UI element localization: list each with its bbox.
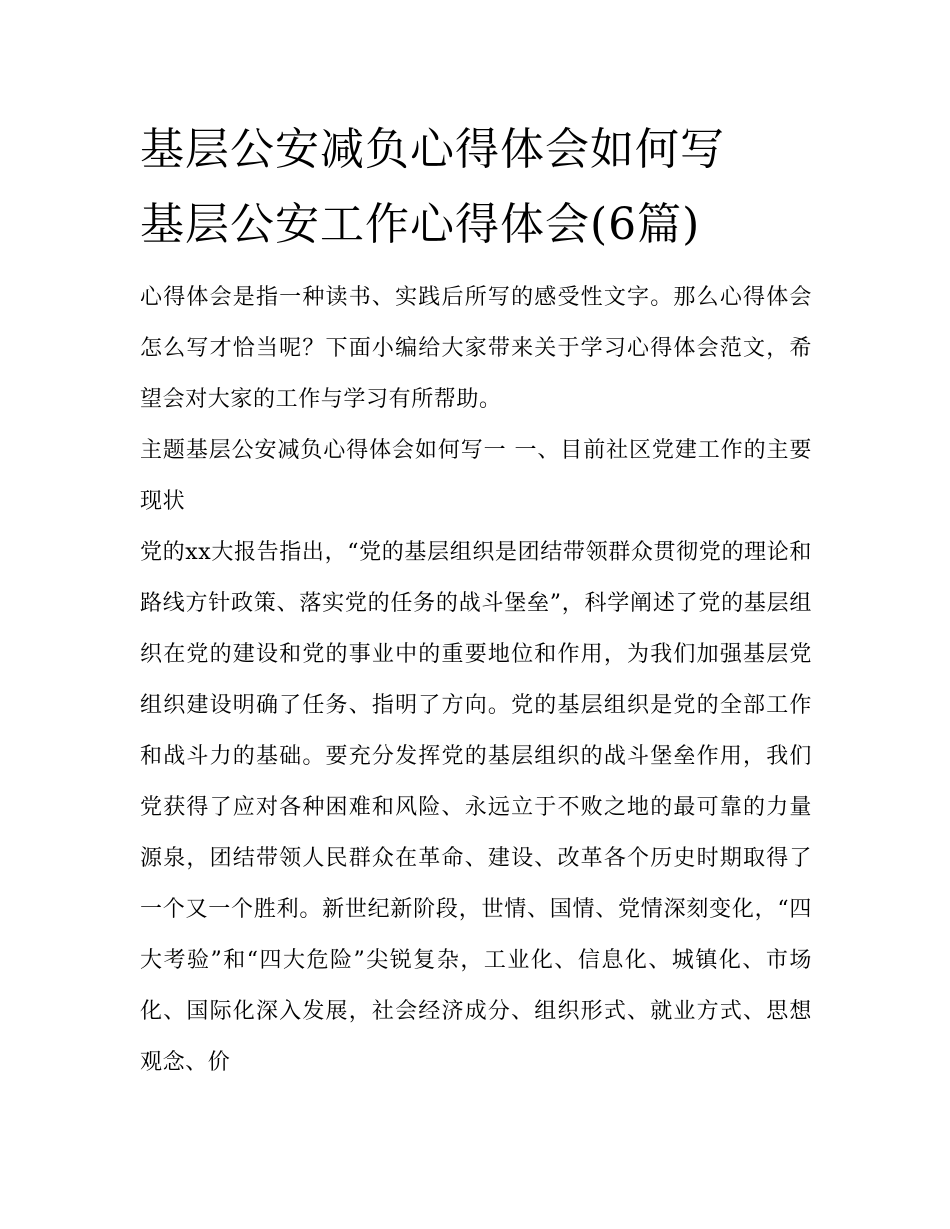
intro-paragraph: 心得体会是指一种读书、实践后所写的感受性文字。那么心得体会怎么写才恰当呢？下面小编给大家带来关于学习心得体会范文，希望会对大家的工作与学习有所帮助。 bbox=[140, 285, 812, 412]
title-line-2: 基层公安工作心得体会(6篇) bbox=[140, 199, 701, 250]
title-line-1: 基层公安减负心得体会如何写 bbox=[140, 124, 725, 175]
document-title bbox=[140, 112, 812, 262]
document-body bbox=[140, 112, 812, 1088]
section-heading: 主题基层公安减负心得体会如何写一 一、目前社区党建工作的主要现状 bbox=[140, 438, 812, 514]
body-paragraph: 党的xx大报告指出，“党的基层组织是团结带领群众贯彻党的理论和路线方针政策、落实党的任务的战斗堡垒”，科学阐述了党的基层组织在党的建设和党的事业中的重要地位和作用，为我们加强基层党组织建设明确了任务、指明了方向。党的基层组织是党的全部工作和战斗力的基础。要充分发挥党的基层组织的战斗堡垒作用，我们党获得了应对各种困难和风险、永远立于不败之地的最可靠的力量源泉，团结带领人民群众在革命、建设、改革各个历史时期取得了一个又一个胜利。新世纪新阶段，世情、国情、党情深刻变化，“四大考验”和“四大危险”尖锐复杂，工业化、信息化、城镇化、市场化、国际化深入发展，社会经济成分、组织形式、就业方式、思想观念、价 bbox=[140, 540, 812, 1075]
